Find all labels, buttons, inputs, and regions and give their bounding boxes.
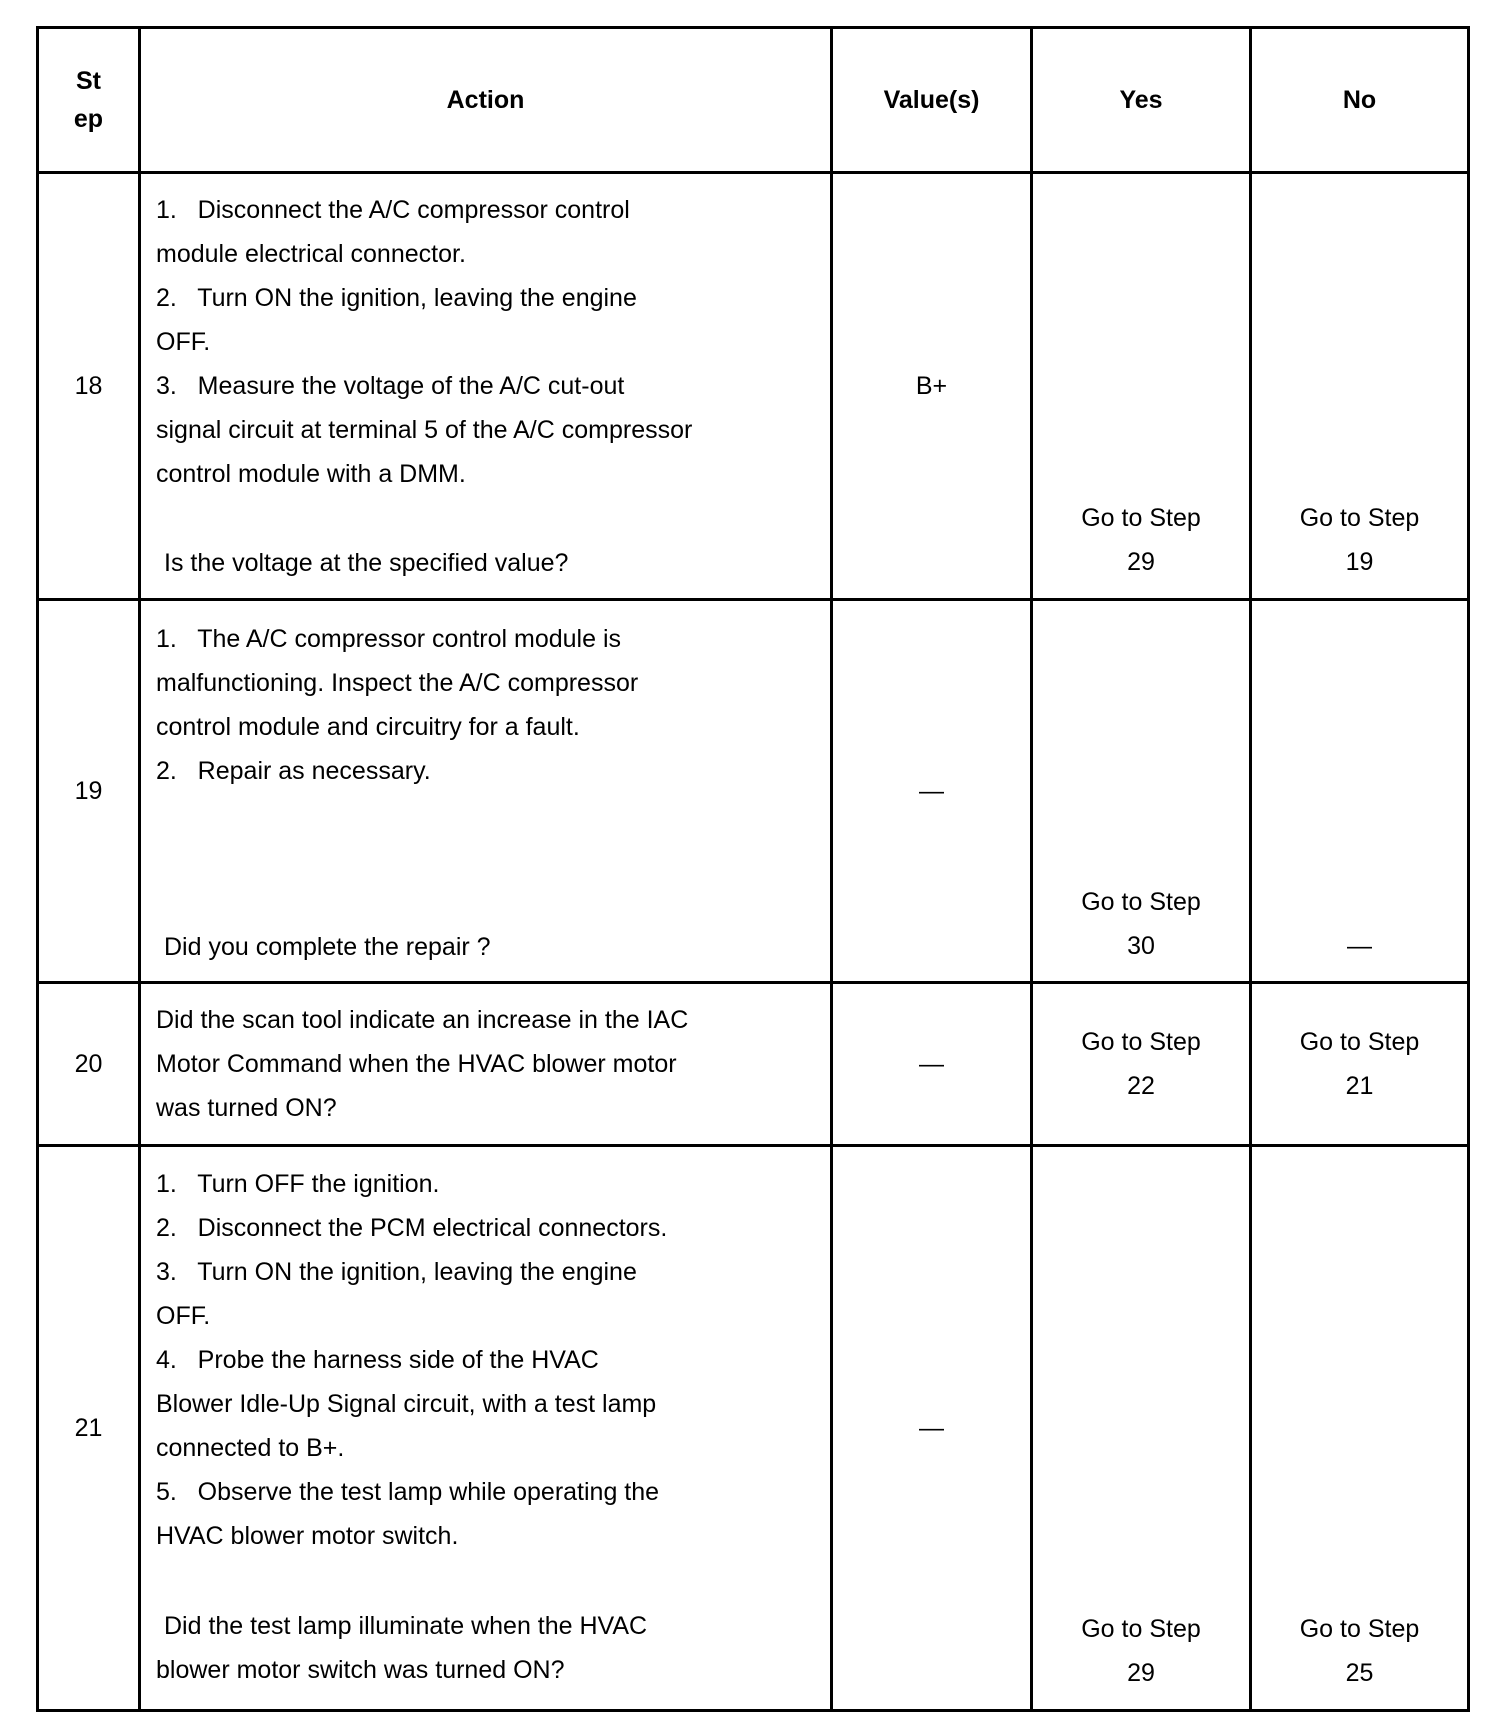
- action-line: OFF.: [156, 328, 211, 356]
- no-goto-label: Go to Step: [1299, 1615, 1420, 1643]
- header-action: Action: [446, 86, 525, 114]
- action-line: 1. Disconnect the A/C compressor control: [156, 196, 630, 224]
- no-goto-step: 25: [1345, 1659, 1374, 1687]
- action-line: was turned ON?: [156, 1094, 337, 1122]
- action-line: HVAC blower motor switch.: [156, 1522, 459, 1550]
- action-line: control module and circuitry for a fault.: [156, 713, 580, 741]
- yes-cell: [1033, 601, 1249, 968]
- no-goto-step: —: [1347, 932, 1372, 960]
- header-yes: Yes: [1119, 86, 1163, 114]
- action-question-line: Did the test lamp illuminate when the HVAC: [164, 1612, 648, 1640]
- no-goto-step: 21: [1345, 1072, 1374, 1100]
- yes-goto-step: 29: [1127, 548, 1155, 576]
- yes-goto-label: Go to Step: [1081, 1028, 1201, 1056]
- header-values: Value(s): [883, 86, 980, 114]
- action-line: 2. Turn ON the ignition, leaving the engine: [156, 284, 637, 312]
- value-cell: B+: [915, 372, 948, 400]
- action-line: 1. Turn OFF the ignition.: [156, 1170, 440, 1198]
- yes-goto-label: Go to Step: [1081, 1615, 1201, 1643]
- yes-cell: [1033, 1147, 1249, 1695]
- yes-cell: [1033, 174, 1249, 584]
- action-line: 5. Observe the test lamp while operating the: [156, 1478, 660, 1506]
- action-line: Blower Idle-Up Signal circuit, with a test lamp: [156, 1390, 657, 1418]
- yes-goto-step: 22: [1127, 1072, 1155, 1100]
- action-line: signal circuit at terminal 5 of the A/C compressor: [156, 416, 693, 444]
- no-goto-label: Go to Step: [1299, 1028, 1420, 1056]
- action-line: module electrical connector.: [156, 240, 466, 268]
- step-number: 21: [74, 1414, 103, 1442]
- header-step-line2: ep: [73, 105, 104, 133]
- action-line: Motor Command when the HVAC blower motor: [156, 1050, 677, 1078]
- action-question: Is the voltage at the specified value?: [164, 549, 569, 577]
- step-number: 19: [74, 777, 103, 805]
- yes-goto-step: 29: [1127, 1659, 1155, 1687]
- table-border-bottom: [36, 1709, 1470, 1712]
- header-step: [39, 29, 138, 171]
- action-line: 3. Turn ON the ignition, leaving the engine: [156, 1258, 637, 1286]
- header-no: No: [1342, 86, 1377, 114]
- action-line: 2. Disconnect the PCM electrical connectors.: [156, 1214, 668, 1242]
- no-goto-step: 19: [1345, 548, 1374, 576]
- no-cell: [1252, 174, 1467, 584]
- step-number: 18: [74, 372, 103, 400]
- step-number: 20: [74, 1050, 103, 1078]
- action-line: 2. Repair as necessary.: [156, 757, 431, 785]
- action-line: 3. Measure the voltage of the A/C cut-out: [156, 372, 625, 400]
- action-text: [156, 998, 826, 1130]
- action-line: 4. Probe the harness side of the HVAC: [156, 1346, 599, 1374]
- value-cell: —: [919, 777, 944, 805]
- yes-goto-step: 30: [1127, 932, 1155, 960]
- action-question: Did you complete the repair ?: [164, 933, 491, 961]
- action-text: [156, 617, 826, 793]
- action-question-line: blower motor switch was turned ON?: [156, 1656, 565, 1684]
- yes-goto-label: Go to Step: [1081, 888, 1201, 916]
- action-line: 1. The A/C compressor control module is: [156, 625, 622, 653]
- no-cell: [1252, 601, 1467, 968]
- action-line: OFF.: [156, 1302, 211, 1330]
- header-step-line1: St: [76, 67, 101, 95]
- table-border-right: [1467, 26, 1470, 1712]
- value-cell: —: [919, 1414, 944, 1442]
- action-line: control module with a DMM.: [156, 460, 466, 488]
- action-question: [156, 1604, 826, 1692]
- no-cell: [1252, 1147, 1467, 1695]
- no-cell: [1252, 984, 1467, 1144]
- value-cell: —: [919, 1050, 944, 1078]
- yes-goto-label: Go to Step: [1081, 504, 1201, 532]
- no-goto-label: Go to Step: [1299, 504, 1420, 532]
- column-divider: [138, 26, 141, 1712]
- action-line: malfunctioning. Inspect the A/C compressor: [156, 669, 639, 697]
- yes-cell: [1033, 984, 1249, 1144]
- action-line: connected to B+.: [156, 1434, 345, 1462]
- action-text: [156, 188, 826, 496]
- action-line: Did the scan tool indicate an increase in the IAC: [156, 1006, 689, 1034]
- action-text: [156, 1162, 826, 1558]
